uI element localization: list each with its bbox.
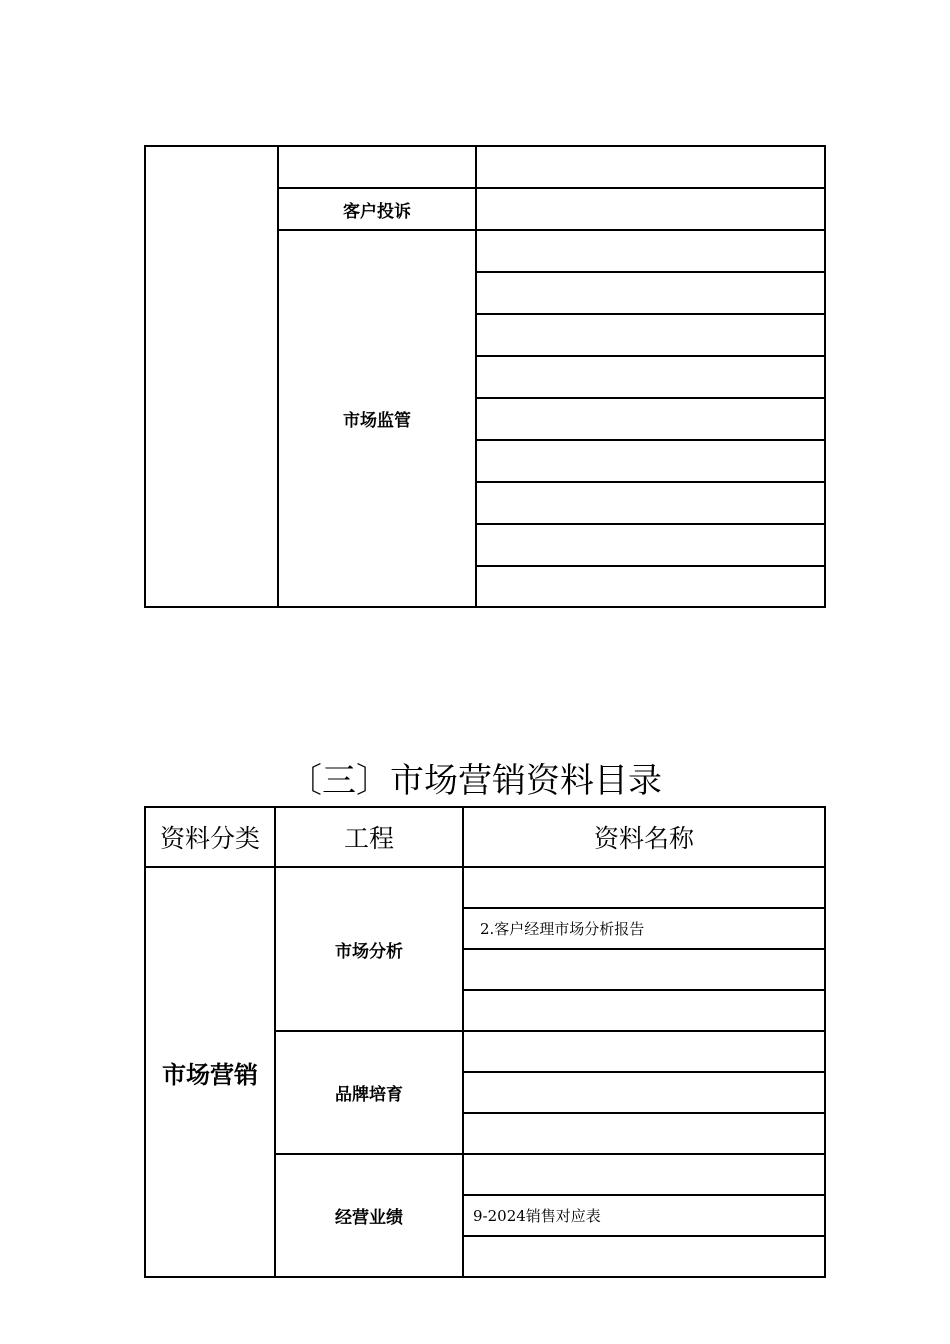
item-cell — [476, 230, 825, 272]
marketing-catalog-table — [144, 806, 826, 1278]
project-cell — [278, 146, 476, 188]
item-cell — [463, 949, 825, 990]
item-cell — [463, 1236, 825, 1277]
category-cell-empty — [145, 146, 278, 607]
item-cell — [476, 524, 825, 566]
item-cell — [476, 566, 825, 607]
item-cell — [463, 1031, 825, 1072]
item-cell — [463, 1154, 825, 1195]
project-cell-complaints: 客户投诉 — [278, 188, 476, 230]
item-cell — [476, 314, 825, 356]
project-cell-market-analysis: 市场分析 — [275, 867, 463, 1031]
header-category: 资料分类 — [145, 807, 275, 867]
item-cell — [476, 146, 825, 188]
header-material-name: 资料名称 — [463, 807, 825, 867]
item-cell — [463, 867, 825, 908]
category-cell-marketing: 市场营销 — [145, 867, 275, 1277]
item-cell — [463, 1072, 825, 1113]
item-cell — [476, 272, 825, 314]
project-cell-market-supervision: 市场监管 — [278, 230, 476, 607]
item-cell — [463, 990, 825, 1031]
item-cell — [476, 188, 825, 230]
project-cell-business-performance: 经营业绩 — [275, 1154, 463, 1277]
item-cell — [476, 356, 825, 398]
section-title: 〔三〕市场营销资料目录 — [288, 761, 662, 801]
item-cell — [476, 482, 825, 524]
item-cell: 9-2024销售对应表 — [463, 1195, 825, 1236]
project-cell-brand-cultivation: 品牌培育 — [275, 1031, 463, 1154]
continuation-table — [144, 145, 826, 608]
item-cell — [463, 1113, 825, 1154]
item-cell — [476, 440, 825, 482]
header-project: 工程 — [275, 807, 463, 867]
item-cell — [476, 398, 825, 440]
item-cell: 2.客户经理市场分析报告 — [463, 908, 825, 949]
